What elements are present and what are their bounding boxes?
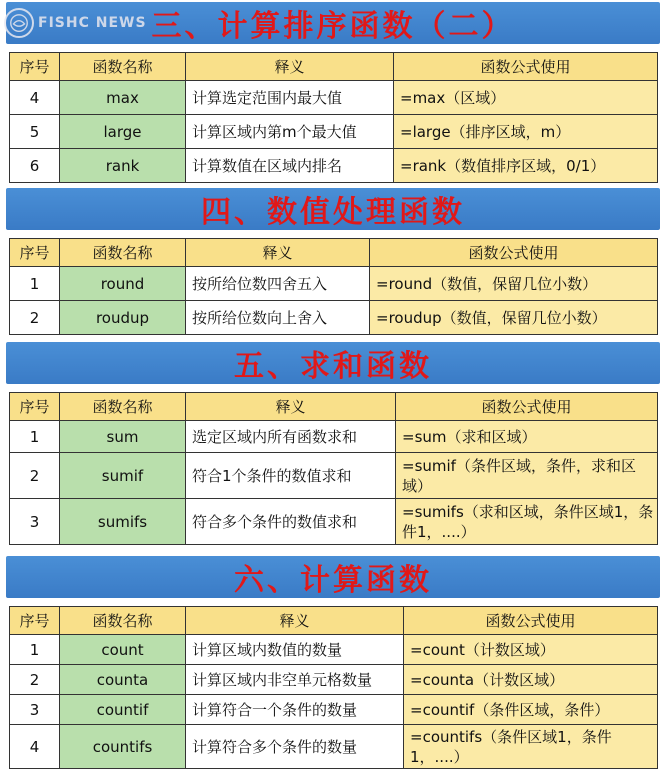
cell-formula: =roudup（数值，保留几位小数） bbox=[370, 301, 658, 335]
cell-description: 计算符合一个条件的数量 bbox=[186, 695, 404, 725]
cell-index: 1 bbox=[10, 421, 60, 453]
cell-function-name: round bbox=[60, 267, 186, 301]
section-title: 四、数值处理函数 bbox=[201, 195, 465, 230]
header-description: 释义 bbox=[186, 239, 370, 267]
cell-function-name: roudup bbox=[60, 301, 186, 335]
cell-index: 2 bbox=[10, 453, 60, 499]
cell-description: 按所给位数向上舍入 bbox=[186, 301, 370, 335]
cell-description: 符合多个条件的数值求和 bbox=[186, 499, 396, 545]
section-number-functions bbox=[6, 188, 660, 335]
cell-formula: =round（数值，保留几位小数） bbox=[370, 267, 658, 301]
cell-description: 计算数值在区域内排名 bbox=[186, 149, 394, 183]
header-formula: 函数公式使用 bbox=[394, 53, 658, 81]
header-index: 序号 bbox=[10, 607, 60, 635]
table-row bbox=[10, 421, 658, 453]
cell-index: 3 bbox=[10, 695, 60, 725]
function-table bbox=[9, 52, 658, 183]
header-description: 释义 bbox=[186, 607, 404, 635]
header-name: 函数名称 bbox=[60, 239, 186, 267]
watermark bbox=[4, 6, 147, 40]
table-row bbox=[10, 149, 658, 183]
cell-function-name: rank bbox=[60, 149, 186, 183]
cell-description: 计算区域内第m个最大值 bbox=[186, 115, 394, 149]
cell-formula: =sumifs（求和区域，条件区域1，条件1，....） bbox=[396, 499, 658, 545]
header-formula: 函数公式使用 bbox=[396, 393, 658, 421]
table-row bbox=[10, 635, 658, 665]
header-formula: 函数公式使用 bbox=[404, 607, 658, 635]
cell-formula: =rank（数值排序区域，0/1） bbox=[394, 149, 658, 183]
header-description: 释义 bbox=[186, 53, 394, 81]
cell-function-name: counta bbox=[60, 665, 186, 695]
table-row bbox=[10, 725, 658, 769]
header-index: 序号 bbox=[10, 239, 60, 267]
table-header-row bbox=[10, 607, 658, 635]
header-index: 序号 bbox=[10, 53, 60, 81]
section-count-functions bbox=[6, 556, 660, 769]
cell-formula: =count（计数区域） bbox=[404, 635, 658, 665]
table-row bbox=[10, 301, 658, 335]
cell-index: 2 bbox=[10, 665, 60, 695]
cell-function-name: large bbox=[60, 115, 186, 149]
table-row bbox=[10, 695, 658, 725]
section-title: 三、计算排序函数（二） bbox=[151, 9, 515, 44]
section-banner bbox=[6, 556, 660, 598]
header-index: 序号 bbox=[10, 393, 60, 421]
cell-index: 4 bbox=[10, 725, 60, 769]
section-title: 六、计算函数 bbox=[234, 563, 432, 598]
cell-index: 1 bbox=[10, 635, 60, 665]
cell-index: 5 bbox=[10, 115, 60, 149]
fishc-seal-icon bbox=[4, 8, 34, 38]
cell-function-name: max bbox=[60, 81, 186, 115]
cell-function-name: sumifs bbox=[60, 499, 186, 545]
table-row bbox=[10, 115, 658, 149]
cell-index: 1 bbox=[10, 267, 60, 301]
cell-formula: =large（排序区域，m） bbox=[394, 115, 658, 149]
cell-description: 按所给位数四舍五入 bbox=[186, 267, 370, 301]
section-banner bbox=[6, 342, 660, 384]
cell-description: 计算区域内数值的数量 bbox=[186, 635, 404, 665]
cell-index: 2 bbox=[10, 301, 60, 335]
cell-function-name: sum bbox=[60, 421, 186, 453]
table-row bbox=[10, 267, 658, 301]
header-description: 释义 bbox=[186, 393, 396, 421]
cell-formula: =countifs（条件区域1，条件1，....） bbox=[404, 725, 658, 769]
header-name: 函数名称 bbox=[60, 393, 186, 421]
cell-description: 符合1个条件的数值求和 bbox=[186, 453, 396, 499]
cell-formula: =countif（条件区域，条件） bbox=[404, 695, 658, 725]
cell-index: 4 bbox=[10, 81, 60, 115]
cell-function-name: countifs bbox=[60, 725, 186, 769]
table-row bbox=[10, 453, 658, 499]
cell-formula: =sumif（条件区域，条件，求和区域） bbox=[396, 453, 658, 499]
section-title: 五、求和函数 bbox=[234, 349, 432, 384]
section-sum-functions bbox=[6, 342, 660, 545]
cell-description: 计算符合多个条件的数量 bbox=[186, 725, 404, 769]
function-table bbox=[9, 606, 658, 769]
cell-formula: =max（区域） bbox=[394, 81, 658, 115]
header-name: 函数名称 bbox=[60, 53, 186, 81]
header-formula: 函数公式使用 bbox=[370, 239, 658, 267]
cell-function-name: count bbox=[60, 635, 186, 665]
cell-function-name: sumif bbox=[60, 453, 186, 499]
cell-index: 6 bbox=[10, 149, 60, 183]
function-table bbox=[9, 392, 658, 545]
header-name: 函数名称 bbox=[60, 607, 186, 635]
table-header-row bbox=[10, 393, 658, 421]
function-table bbox=[9, 238, 658, 335]
table-header-row bbox=[10, 239, 658, 267]
table-row bbox=[10, 665, 658, 695]
cell-description: 计算区域内非空单元格数量 bbox=[186, 665, 404, 695]
table-row bbox=[10, 81, 658, 115]
cell-function-name: countif bbox=[60, 695, 186, 725]
cell-formula: =sum（求和区域） bbox=[396, 421, 658, 453]
table-row bbox=[10, 499, 658, 545]
cell-description: 计算选定范围内最大值 bbox=[186, 81, 394, 115]
table-header-row bbox=[10, 53, 658, 81]
watermark-text: FISHC NEWS bbox=[38, 15, 147, 31]
cell-description: 选定区域内所有函数求和 bbox=[186, 421, 396, 453]
cell-index: 3 bbox=[10, 499, 60, 545]
cell-formula: =counta（计数区域） bbox=[404, 665, 658, 695]
section-banner bbox=[6, 188, 660, 230]
